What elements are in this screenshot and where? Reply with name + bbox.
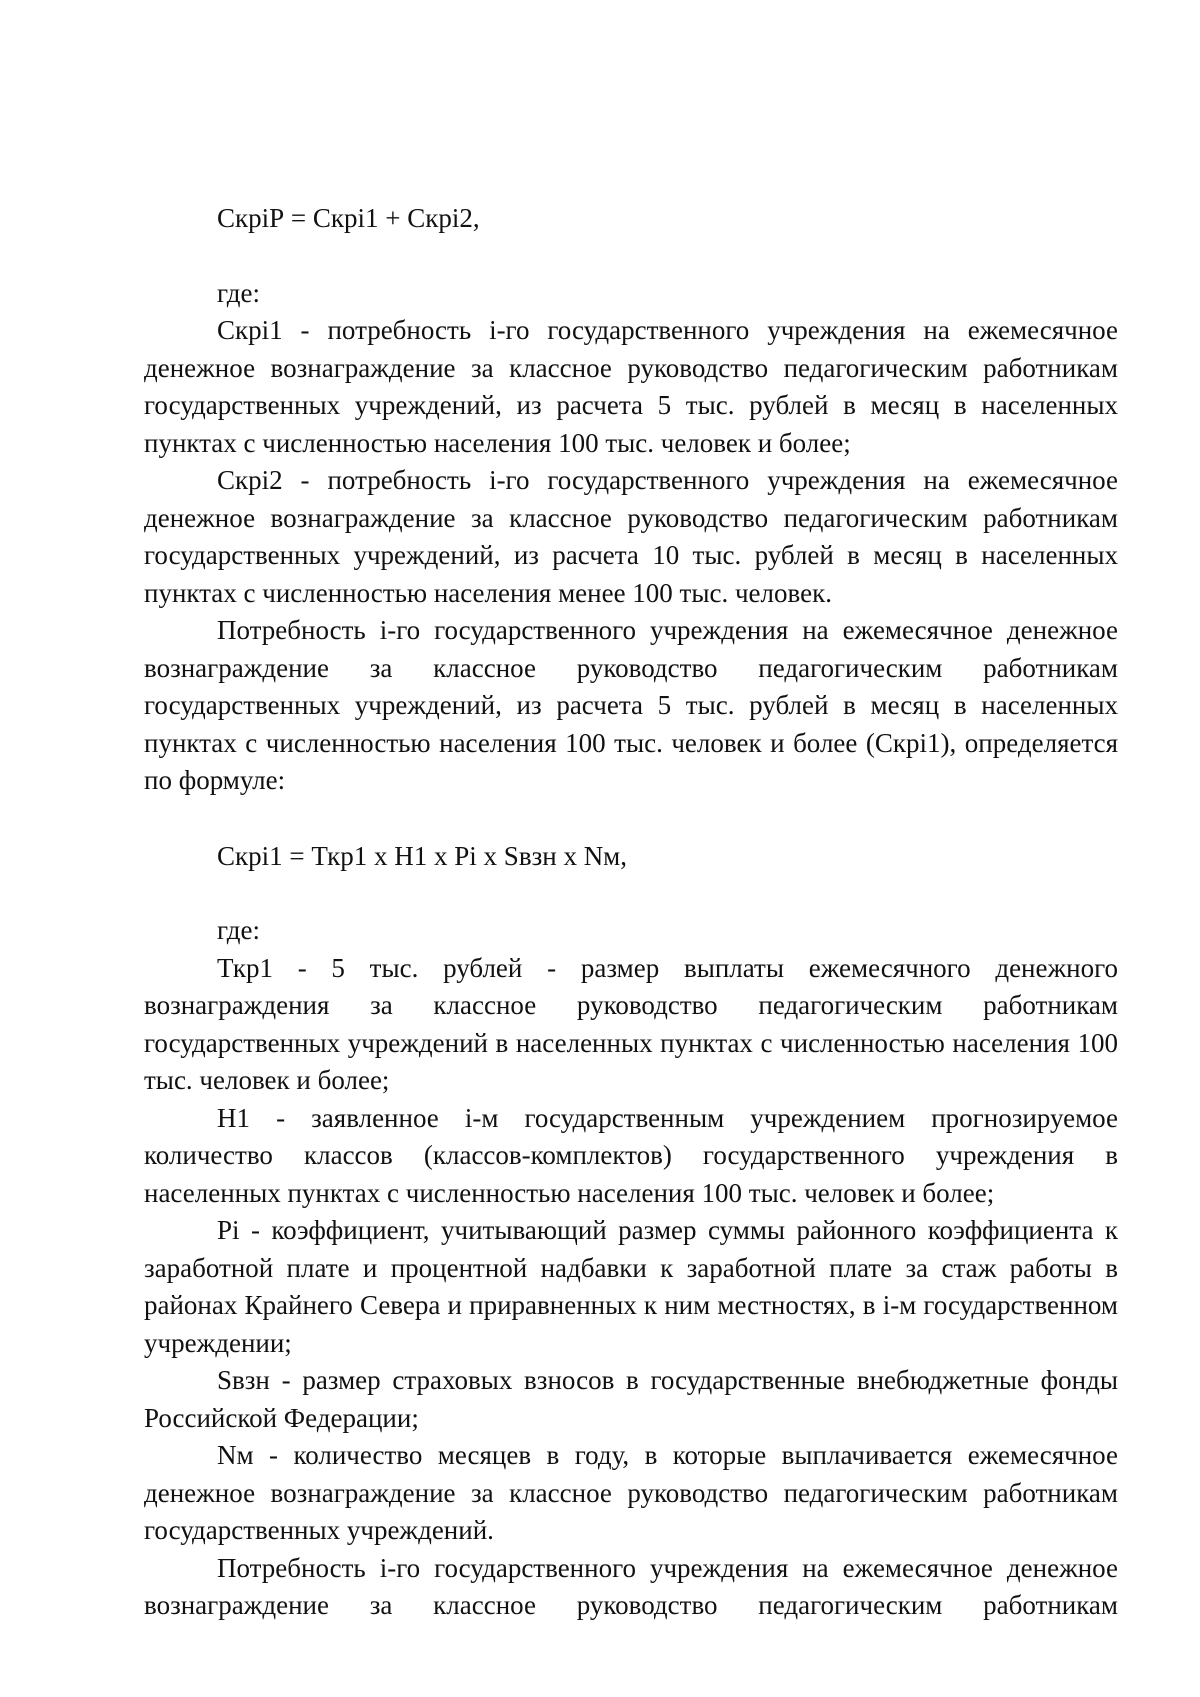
definition-pi: Рі - коэффициент, учитывающий размер суммы районного коэффициента к заработной плате и процентной надбавки к заработной плате за стаж работы в районах Крайнего Севера и приравненных к ним местностях, в і-м государственном учреждении; xyxy=(144,1215,1118,1358)
formula-total: СкріР = Скрі1 + Скрі2, xyxy=(217,203,480,233)
definition-n1: Н1 - заявленное і-м государственным учреждением прогнозируемое количество классов (классов-комплектов) государственного учреждения в населенных пунктах с численностью населения 100 тыс. человек и более; xyxy=(144,1102,1118,1208)
paragraph-need-skri1: Потребность і-го государственного учреждения на ежемесячное денежное вознаграждение за классное руководство педагогическим работникам государственных учреждений, из расчета 5 тыс. рублей в месяц в населенных пунктах с численностью населения 100 тыс. человек и более (Скрі1), определяется по формуле: xyxy=(144,615,1118,795)
document-body xyxy=(144,200,1118,1625)
definition-skri2: Скрі2 - потребность і-го государственного учреждения на ежемесячное денежное вознаграждение за классное руководство педагогическим работникам государственных учреждений, из расчета 10 тыс. рублей в месяц в населенных пунктах с численностью населения менее 100 тыс. человек. xyxy=(144,465,1118,608)
formula-skri1: Скрі1 = Ткр1 х Н1 х Рі х Sвзн х Nм, xyxy=(217,840,628,871)
definition-svzn: Sвзн - размер страховых взносов в государственные внебюджетные фонды Российской Федерации; xyxy=(144,1365,1118,1433)
where-label: где: xyxy=(217,277,260,308)
definition-skri1: Скрі1 - потребность і-го государственного учреждения на ежемесячное денежное вознаграждение за классное руководство педагогическим работникам государственных учреждений, из расчета 5 тыс. рублей в месяц в населенных пунктах с численностью населения 100 тыс. человек и более; xyxy=(144,315,1118,458)
paragraph-need-skri2: Потребность і-го государственного учреждения на ежемесячное денежное вознаграждение за классное руководство педагогическим работникам xyxy=(144,1552,1118,1620)
where-label: где: xyxy=(217,915,260,945)
definition-tkr1: Ткр1 - 5 тыс. рублей - размер выплаты ежемесячного денежного вознаграждения за классное руководство педагогическим работникам государственных учреждений в населенных пунктах с численностью населения 100 тыс. человек и более; xyxy=(144,952,1118,1095)
definition-nm: Nм - количество месяцев в году, в которые выплачивается ежемесячное денежное вознаграждение за классное руководство педагогическим работникам государственных учреждений. xyxy=(144,1440,1118,1545)
